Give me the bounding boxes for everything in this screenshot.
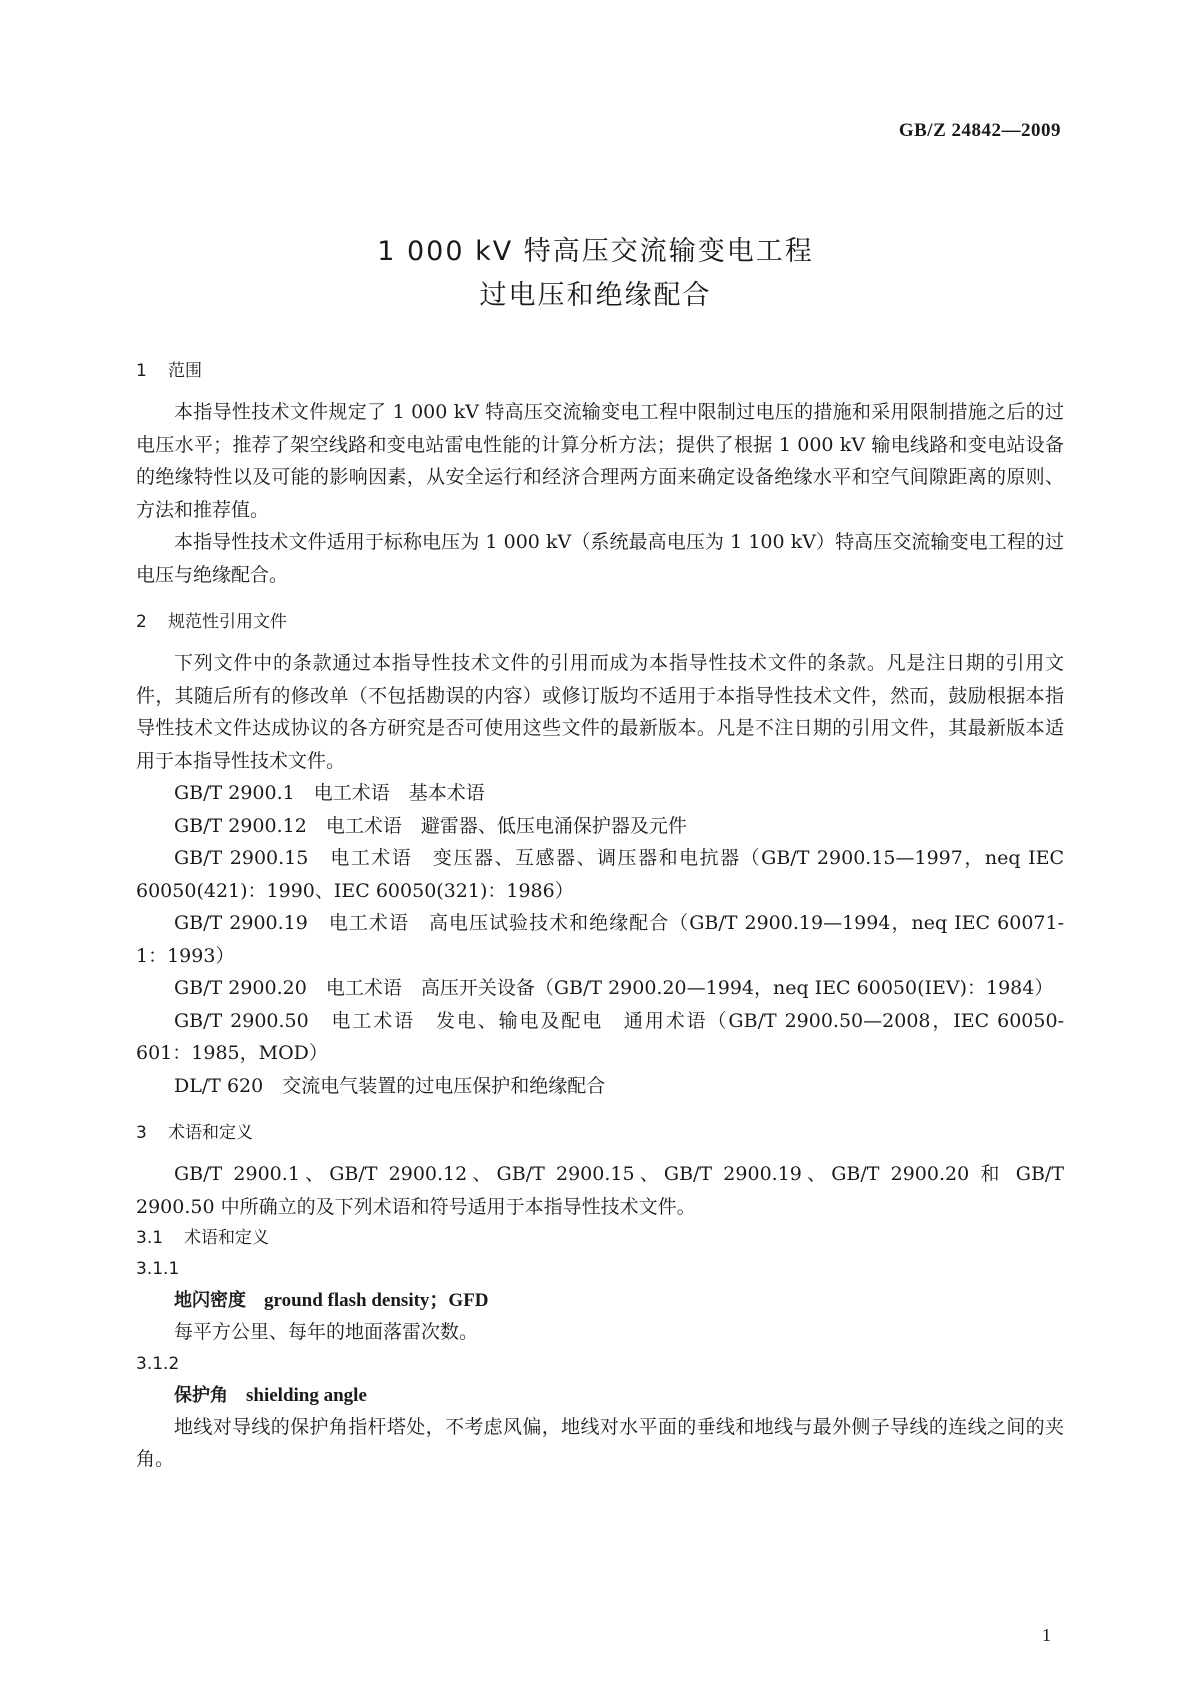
- paragraph: 本指导性技术文件适用于标称电压为 1 000 kV（系统最高电压为 1 100 kV）特高压交流输变电工程的过电压与绝缘配合。: [136, 531, 1064, 586]
- subsection-number: 3.1: [136, 1228, 164, 1248]
- term-definition: 每平方公里、每年的地面落雷次数。: [174, 1321, 479, 1343]
- section-title: 范围: [168, 361, 202, 381]
- subsection-heading: [136, 1223, 1064, 1254]
- section-2-heading: [136, 607, 1064, 637]
- subsection-title: 术语和定义: [184, 1228, 269, 1248]
- section-title: 规范性引用文件: [168, 612, 287, 632]
- document-title: [0, 230, 1191, 318]
- section-1-heading: [136, 356, 1064, 386]
- page-number: 1: [1042, 1625, 1051, 1645]
- term-chinese: 保护角: [174, 1384, 228, 1406]
- title-line-1: 1 000 kV 特高压交流输变电工程: [377, 236, 814, 267]
- document-body: [136, 340, 1064, 1476]
- section-title: 术语和定义: [168, 1123, 253, 1143]
- term-english: shielding angle: [246, 1384, 367, 1406]
- term-definition: 地线对导线的保护角指杆塔处，不考虑风偏，地线对水平面的垂线和地线与最外侧子导线的连线之间的夹角。: [136, 1415, 1064, 1470]
- reference-item: GB/T 2900.50 电工术语 发电、输电及配电 通用术语（GB/T 2900.50—2008，IEC 60050-601：1985，MOD）: [136, 1009, 1064, 1064]
- reference-item: GB/T 2900.1 电工术语 基本术语: [174, 782, 485, 804]
- title-line-2: 过电压和绝缘配合: [479, 280, 712, 311]
- term-number: 3.1.1: [136, 1259, 180, 1279]
- reference-item: GB/T 2900.15 电工术语 变压器、互感器、调压器和电抗器（GB/T 2900.15—1997，neq IEC 60050(421)：1990、IEC 60050(321)：1986）: [136, 847, 1064, 902]
- term-english: ground flash density；GFD: [264, 1290, 489, 1311]
- section-3-heading: [136, 1118, 1064, 1148]
- reference-item: GB/T 2900.12 电工术语 避雷器、低压电涌保护器及元件: [174, 814, 687, 837]
- term-chinese: 地闪密度: [174, 1290, 246, 1311]
- section-number: 2: [136, 612, 147, 632]
- term-entry: [136, 1285, 1064, 1316]
- reference-item: GB/T 2900.19 电工术语 高电压试验技术和绝缘配合（GB/T 2900.19—1994，neq IEC 60071-1：1993）: [136, 912, 1064, 967]
- reference-item: GB/T 2900.20 电工术语 高压开关设备（GB/T 2900.20—1994，neq IEC 60050(IEV)：1984）: [174, 977, 1054, 999]
- reference-item: DL/T 620 交流电气装置的过电压保护和绝缘配合: [174, 1074, 606, 1097]
- standard-number: GB/Z 24842—2009: [898, 120, 1061, 141]
- paragraph: GB/T 2900.1、GB/T 2900.12、GB/T 2900.15、GB/T 2900.19、GB/T 2900.20 和 GB/T 2900.50 中所确立的及下列术语和符号适用于本指导性技术文件。: [136, 1163, 1064, 1218]
- paragraph: 下列文件中的条款通过本指导性技术文件的引用而成为本指导性技术文件的条款。凡是注日期的引用文件，其随后所有的修改单（不包括勘误的内容）或修订版均不适用于本指导性技术文件，然而，鼓励根据本指导性技术文件达成协议的各方研究是否可使用这些文件的最新版本。凡是不注日期的引用文件，其最新版本适用于本指导性技术文件。: [136, 652, 1064, 772]
- term-entry: [136, 1380, 1064, 1411]
- term-number: 3.1.2: [136, 1353, 180, 1374]
- section-number: 1: [136, 361, 147, 381]
- paragraph: 本指导性技术文件规定了 1 000 kV 特高压交流输变电工程中限制过电压的措施和采用限制措施之后的过电压水平；推荐了架空线路和变电站雷电性能的计算分析方法；提供了根据 1 000 kV 输电线路和变电站设备的绝缘特性以及可能的影响因素，从安全运行和经济合理两方面来确定设备绝缘水平和空气间隙距离的原则、方法和推荐值。: [136, 401, 1064, 521]
- section-number: 3: [136, 1123, 147, 1143]
